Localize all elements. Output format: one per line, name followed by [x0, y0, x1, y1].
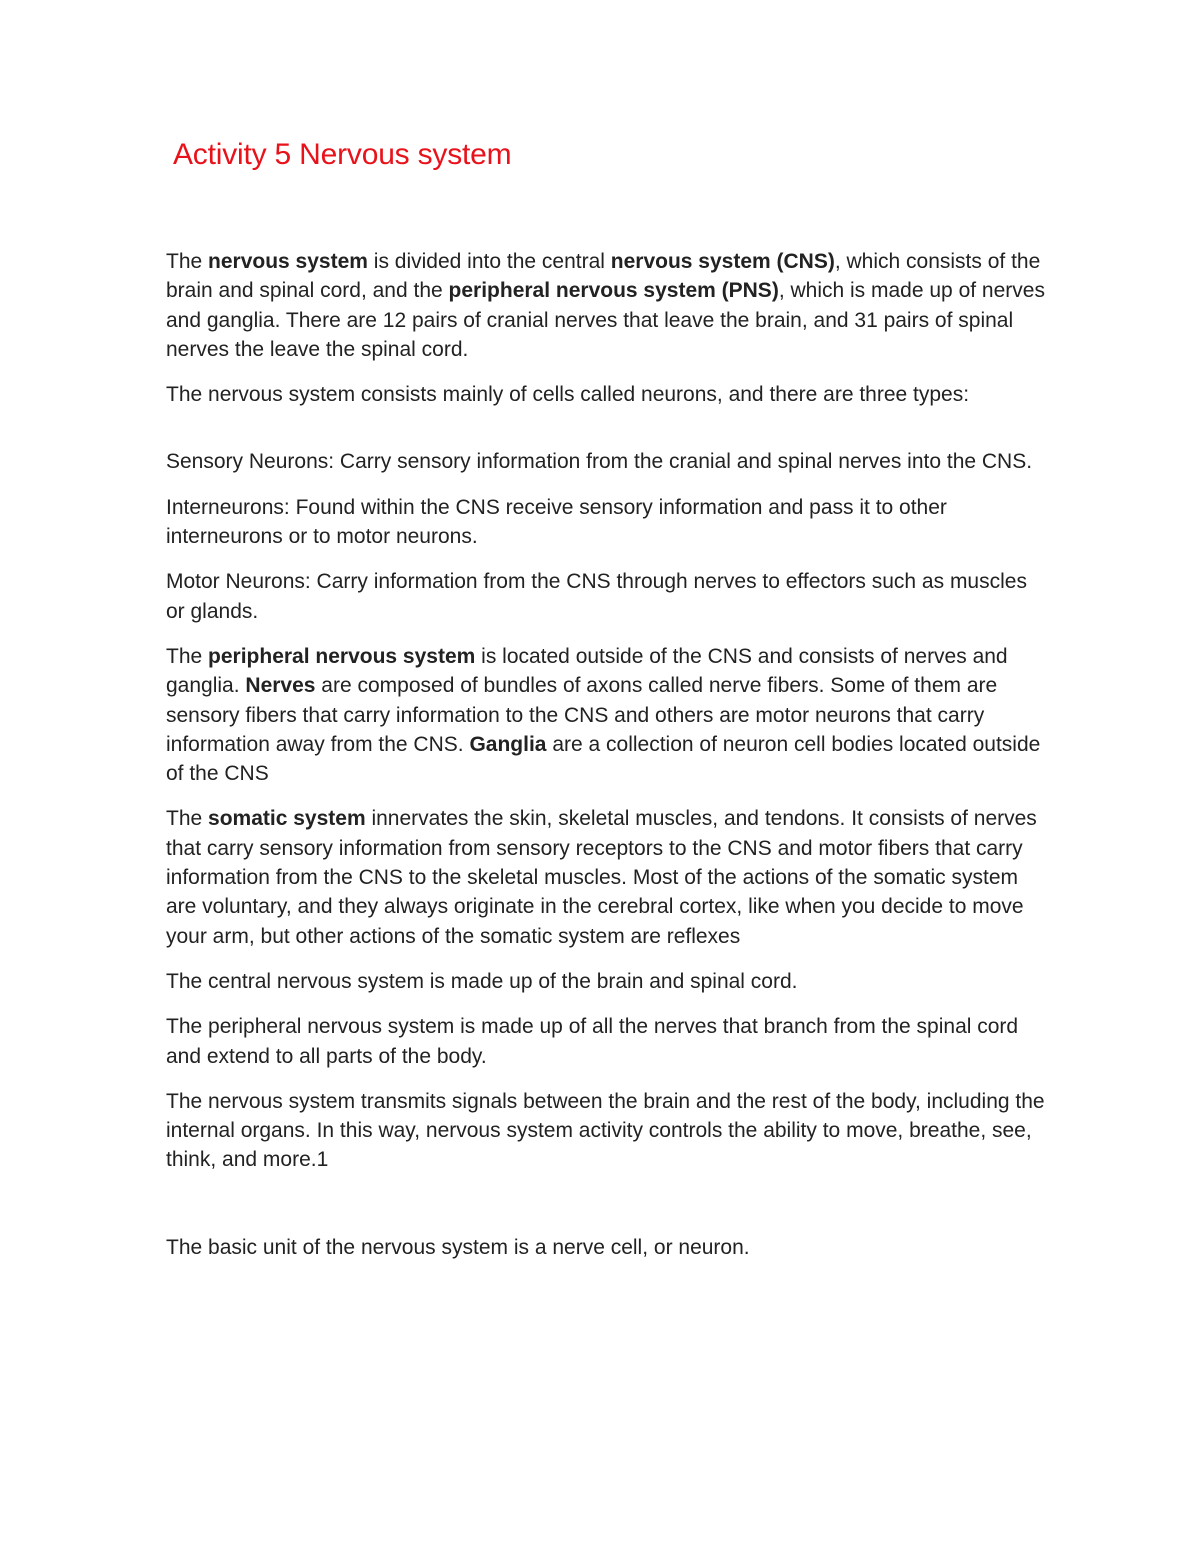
paragraph-sensory-neurons — [166, 447, 1046, 476]
paragraph-central-nervous-system — [166, 967, 1046, 996]
text-run: Sensory Neurons: Carry sensory information from the cranial and spinal nerves into the CNS. — [166, 450, 1033, 474]
text-run: , which is made up of nerves and ganglia. There are 12 pairs of cranial nerves that leave the brain, and 31 pairs of spinal nerves the leave the spinal cord. — [166, 279, 1045, 361]
text-run: The central nervous system is made up of the brain and spinal cord. — [166, 969, 798, 993]
text-run: The — [166, 250, 209, 273]
paragraph-peripheral-nervous-system — [166, 642, 1046, 788]
paragraph-somatic-system — [166, 804, 1046, 950]
text-run: The nervous system transmits signals between the brain and the rest of the body, including the internal organs. In this way, nervous system activity controls the ability to move, breathe, see, think, and more.1 — [166, 1089, 1045, 1172]
text-run: innervates the skin, skeletal muscles, and tendons. It consists of nerves that carry sensory information from sensory receptors to the CNS and motor fibers that carry information from the CNS to the skeletal muscles. Most of the actions of the somatic system are voluntary, and they always originate in the cerebral cortex, like when you decide to move your arm, but other actions of the somatic system are reflexes — [166, 807, 1037, 948]
text-run: is divided into the central — [367, 250, 611, 273]
document-body — [166, 247, 1046, 1278]
text-run: The nervous system consists mainly of cells called neurons, and there are three types: — [166, 383, 970, 407]
paragraph-nervous-system-overview — [166, 247, 1046, 364]
bold-term: Nerves — [245, 674, 316, 698]
bold-term: nervous system (CNS) — [610, 250, 835, 273]
text-run: , which consists of the brain and spinal cord, and the — [166, 250, 1041, 303]
bold-term: nervous system — [208, 250, 368, 273]
paragraph-signal-transmission — [166, 1087, 1046, 1175]
text-run: Interneurons: Found within the CNS receive sensory information and pass it to other interneurons or to motor neurons. — [166, 495, 947, 549]
bold-term: somatic system — [208, 807, 366, 831]
bold-term: peripheral nervous system — [208, 644, 476, 668]
text-run: are a collection of neuron cell bodies located outside of the CNS — [166, 732, 1041, 786]
bold-term: Ganglia — [469, 732, 547, 756]
text-run: The — [166, 644, 209, 668]
document-title: Activity 5 Nervous system — [173, 138, 512, 171]
text-run: Motor Neurons: Carry information from the CNS through nerves to effectors such as muscles or glands. — [166, 570, 1027, 623]
text-run: The peripheral nervous system is made up of all the nerves that branch from the spinal cord and extend to all parts of the body. — [166, 1015, 1019, 1068]
text-run: The — [166, 807, 209, 831]
text-run: are composed of bundles of axons called nerve fibers. Some of them are sensory fibers that carry information to the CNS and others are motor neurons that carry information away from the CNS. — [166, 674, 998, 756]
paragraph-basic-unit — [166, 1233, 1046, 1262]
paragraph-interneurons — [166, 493, 1046, 552]
text-run: is located outside of the CNS and consists of nerves and ganglia. — [166, 644, 1008, 698]
text-run: The basic unit of the nervous system is a nerve cell, or neuron. — [166, 1235, 750, 1259]
bold-term: peripheral nervous system (PNS) — [448, 279, 779, 303]
paragraph-neuron-types-intro — [166, 380, 1046, 409]
paragraph-peripheral-branches — [166, 1012, 1046, 1071]
paragraph-motor-neurons — [166, 567, 1046, 626]
